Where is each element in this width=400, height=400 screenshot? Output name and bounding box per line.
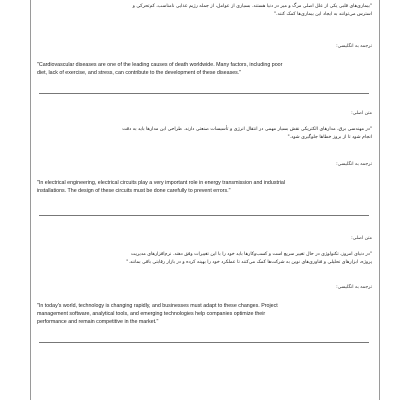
translation-line: "Cardiovascular diseases are one of the leading causes of death worldwide. Many factors, including poor [37,62,283,68]
source-line: پروژه، ابزارهای تحلیلی و فناوری‌های نوین به شرکت‌ها کمک می‌کنند تا عملکرد خود را بهینه کرده و در بازار رقابتی باقی بمانند." [126,260,372,265]
separator-rule [39,342,369,343]
source-line: "بیماری‌های قلبی یکی از علل اصلی مرگ و میر در دنیا هستند. بسیاری از عوامل، از جمله رژیم غذایی نامناسب، کم‌تحرکی و [132,4,372,9]
translation-line: diet, lack of exercise, and stress, can contribute to the development of these diseases." [37,70,242,76]
source-line: "در دنیای امروز، تکنولوژی در حال تغییر سریع است و کسب‌وکارها باید خود را با این تغییرات وفق دهند. نرم‌افزارهای مدیریت [131,252,372,257]
translation-line: performance and remain competitive in the market." [37,319,159,325]
translation-label-1: ترجمه به انگلیسی: [336,44,372,49]
translation-line: management software, analytical tools, and emerging technologies help companies optimize their [37,311,266,317]
translation-line: "In electrical engineering, electrical circuits play a very important role in energy transmission and industrial [37,180,286,186]
translation-label-3: ترجمه به انگلیسی: [336,285,372,290]
translation-label-2: ترجمه به انگلیسی: [336,162,372,167]
translation-text-3 [37,302,372,326]
document-page [30,0,380,400]
source-text-2 [37,126,372,142]
translation-line: installations. The design of these circuits must be done carefully to prevent errors." [37,188,231,194]
separator-rule [39,93,369,94]
source-line: انجام شود تا از بروز خطاها جلوگیری شود." [287,135,372,140]
source-line: "در مهندسی برق، مدارهای الکتریکی نقش بسیار مهمی در انتقال انرژی و تأسیسات صنعتی دارند. طراحی این مدارها باید به دقت [122,127,372,132]
source-line: استرس می‌توانند به ایجاد این بیماری‌ها کمک کنند." [273,12,372,17]
translation-line: "In today's world, technology is changing rapidly, and businesses must adapt to these changes. Project [37,303,278,309]
translation-text-1 [37,61,372,77]
source-label-3: متن اصلی: [351,236,372,241]
separator-rule [39,215,369,216]
source-text-3 [37,251,372,267]
source-text-1 [37,3,372,19]
translation-text-2 [37,179,372,195]
source-label-2: متن اصلی: [351,111,372,116]
